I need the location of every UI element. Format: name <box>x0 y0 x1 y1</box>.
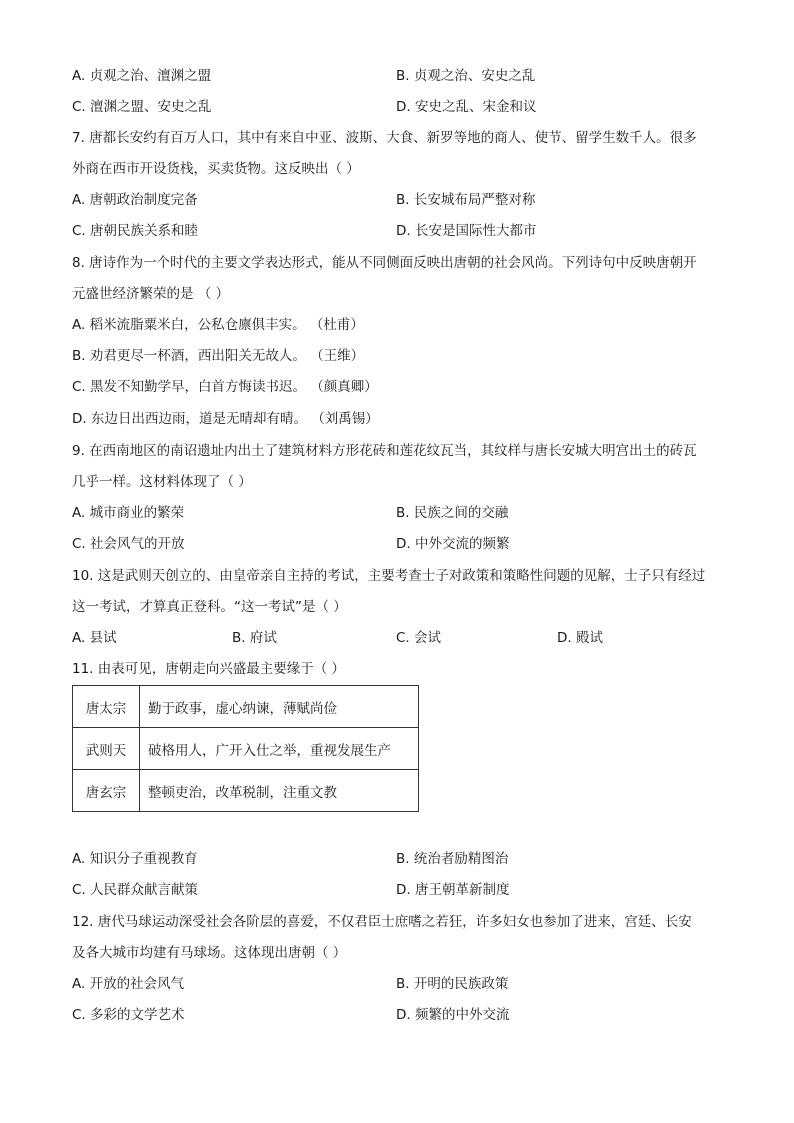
table-cell-name: 唐玄宗 <box>73 770 140 812</box>
q6-option-c: C. 澶渊之盟、安史之乱 <box>72 99 212 115</box>
q9-option-b: B. 民族之间的交融 <box>396 505 509 521</box>
q7-option-b: B. 长安城布局严整对称 <box>396 192 536 208</box>
q12-option-c: C. 多彩的文学艺术 <box>72 1007 185 1023</box>
q7-stem-line1: 7. 唐都长安约有百万人口，其中有来自中亚、波斯、大食、新罗等地的商人、使节、留学生数千人。很多 <box>72 130 697 146</box>
table-cell-desc: 破格用人，广开入仕之举，重视发展生产 <box>140 728 419 770</box>
q6-option-b: B. 贞观之治、安史之乱 <box>396 68 536 84</box>
q9-option-d: D. 中外交流的频繁 <box>396 536 510 552</box>
q9-stem-line2: 几乎一样。这材料体现了（ ） <box>72 474 252 490</box>
table-cell-name: 唐太宗 <box>73 686 140 728</box>
q8-option-d: D. 东边日出西边雨，道是无晴却有晴。 （刘禹锡） <box>72 411 379 427</box>
q10-option-b: B. 府试 <box>232 630 277 646</box>
q9-option-a: A. 城市商业的繁荣 <box>72 505 185 521</box>
q11-option-b: B. 统治者励精图治 <box>396 851 509 867</box>
q12-option-b: B. 开明的民族政策 <box>396 976 509 992</box>
q10-stem-line1: 10. 这是武则天创立的、由皇帝亲自主持的考试，主要考查士子对政策和策略性问题的见解，士子只有经过 <box>72 568 706 584</box>
q9-option-c: C. 社会风气的开放 <box>72 536 185 552</box>
table-cell-desc: 整顿吏治，改革税制，注重文教 <box>140 770 419 812</box>
q7-option-a: A. 唐朝政治制度完备 <box>72 192 198 208</box>
q11-option-c: C. 人民群众献言献策 <box>72 882 199 898</box>
q9-stem-line1: 9. 在西南地区的南诏遗址内出土了建筑材料方形花砖和莲花纹瓦当，其纹样与唐长安城大明宫出土的砖瓦 <box>72 443 697 459</box>
emperor-table <box>72 685 419 812</box>
table-row <box>73 686 419 728</box>
q12-stem-line1: 12. 唐代马球运动深受社会各阶层的喜爱，不仅君臣士庶嗜之若狂，许多妇女也参加了进来，宫廷、长安 <box>72 914 692 930</box>
q11-option-a: A. 知识分子重视教育 <box>72 851 198 867</box>
q8-option-a: A. 稻米流脂粟米白，公私仓廪俱丰实。 （杜甫） <box>72 317 364 333</box>
q7-option-c: C. 唐朝民族关系和睦 <box>72 223 199 239</box>
q8-option-c: C. 黑发不知勤学早，白首方悔读书迟。 （颜真卿） <box>72 379 378 395</box>
q7-option-d: D. 长安是国际性大都市 <box>396 223 537 239</box>
q6-option-d: D. 安史之乱、宋金和议 <box>396 99 537 115</box>
q7-stem-line2: 外商在西市开设货栈，买卖货物。这反映出（ ） <box>72 161 360 177</box>
table-row <box>73 728 419 770</box>
q12-stem-line2: 及各大城市均建有马球场。这体现出唐朝（ ） <box>72 945 347 961</box>
table-cell-desc: 勤于政事，虚心纳谏，薄赋尚俭 <box>140 686 419 728</box>
q6-option-a: A. 贞观之治、澶渊之盟 <box>72 68 212 84</box>
q10-option-c: C. 会试 <box>396 630 442 646</box>
q10-stem-line2: 这一考试，才算真正登科。“这一考试”是（ ） <box>72 599 347 615</box>
table-row <box>73 770 419 812</box>
q10-option-a: A. 县试 <box>72 630 117 646</box>
q8-stem-line2: 元盛世经济繁荣的是 （ ） <box>72 286 230 302</box>
table-cell-name: 武则天 <box>73 728 140 770</box>
q12-option-a: A. 开放的社会风气 <box>72 976 185 992</box>
q10-option-d: D. 殿试 <box>557 630 603 646</box>
q8-stem-line1: 8. 唐诗作为一个时代的主要文学表达形式，能从不同侧面反映出唐朝的社会风尚。下列诗句中反映唐朝开 <box>72 255 697 271</box>
q11-stem-line1: 11. 由表可见，唐朝走向兴盛最主要缘于（ ） <box>72 661 346 677</box>
q12-option-d: D. 频繁的中外交流 <box>396 1007 510 1023</box>
q11-option-d: D. 唐王朝革新制度 <box>396 882 510 898</box>
q8-option-b: B. 劝君更尽一杯酒，西出阳关无故人。 （王维） <box>72 348 365 364</box>
